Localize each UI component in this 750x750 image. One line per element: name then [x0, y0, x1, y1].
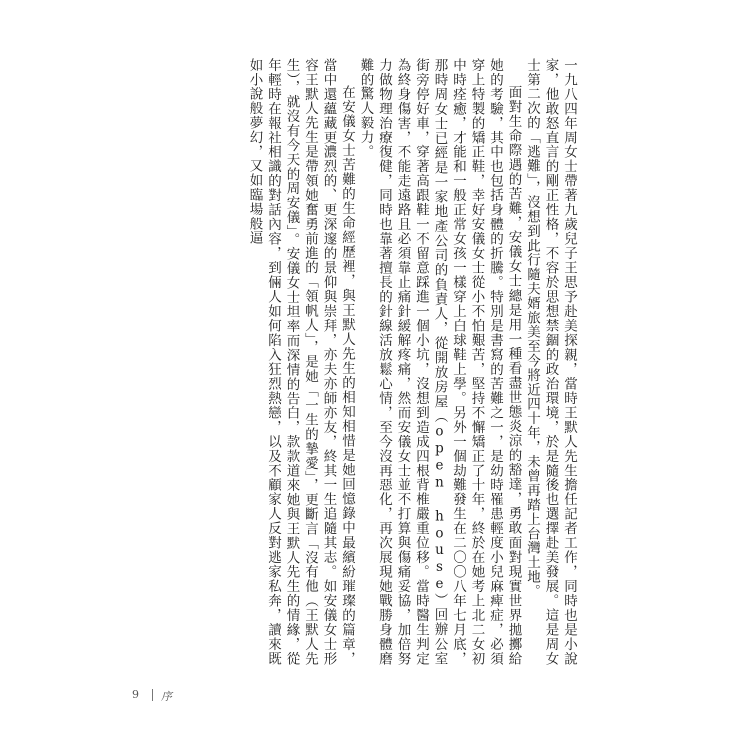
- preface-text-block: [158, 58, 578, 666]
- paragraph-relationship: 在安儀女士苦難的生命經歷裡，與王默人先生的相知相惜是她回憶錄中最繽紛璀璨的篇章，當中還蘊藏更濃烈的、更深邃的景仰與崇拜，亦夫亦師亦友，終其一生追隨其志。如安儀女士形容王默人先生是帶領她奮勇前進的「領帆人」，是她「一生的摯愛」，更斷言「沒有他（王默人先生），就沒有今天的周安儀」。安儀女士坦率而深情的告白，款款道來她與王默人先生的情緣，從年輕時在報社相識的對話內容，到倆人如何陷入狂烈熱戀，以及不顧家人反對逃家私奔，讀來既如小說般夢幻，又如臨場般逼: [246, 58, 355, 666]
- page-number: 9: [132, 688, 139, 701]
- section-title: 序: [161, 690, 172, 703]
- footer-divider: [152, 689, 153, 701]
- paragraph-emigration: 一九八四年周女士帶著九歲兒子王思予赴美探親，當時王默人先生擔任記者工作，同時也是小說家，他敢怒直言的剛正性格，不容於思想禁錮的政治環境，於是隨後也選擇赴美發展。這是周女士第二次的「逃難」，沒想到此行隨夫婿旅美至今將近四十年，未曾再踏上台灣土地。: [524, 58, 577, 666]
- paragraph-hardships: 面對生命際遇的苦難，安儀女士總是用一種看盡世態炎涼的豁達，勇敢面對現實世界拋擲給她的考驗，其中也包括身體的折騰。特別是書寫的苦難之一，是幼時罹患輕度小兒麻痺症，必須穿上特製的矯正鞋，幸好安儀女士從小不怕艱苦，堅持不懈矯正了十年，終於在她考上北二女初中時痊癒，才能和一般正常女孩一樣穿上白球鞋上學。另外一個劫難發生在二〇〇八年七月底，那時周女士已經是一家地產公司的負責人，從開放房屋（open house）回辦公室街旁停好車，穿著高跟鞋一不留意踩進一個小坑，沒想到造成四根背椎嚴重位移。當時醫生判定為終身傷害，不能走遠路且必須靠止痛針緩解疼痛，然而安儀女士並不打算與傷痛妥協，加倍努力做物理治療復健，同時也靠著擅長的針線活放鬆心情，至今沒再惡化，再次展現她戰勝身體磨難的驚人毅力。: [357, 58, 522, 666]
- page-footer: [0, 688, 750, 708]
